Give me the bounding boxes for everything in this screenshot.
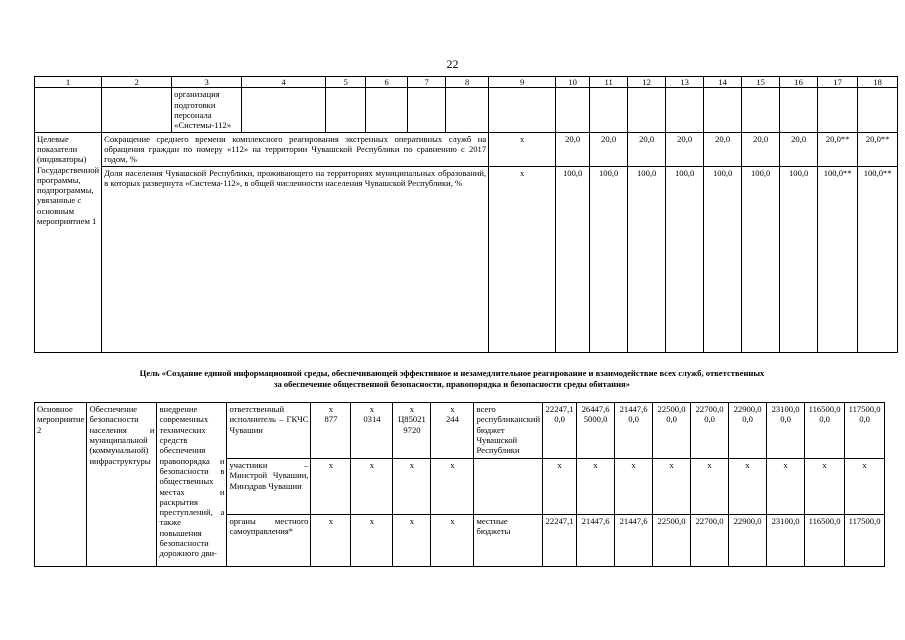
indicator-mark: х	[489, 132, 556, 166]
source-cell	[474, 459, 543, 515]
indicator-value: 100,0	[556, 166, 590, 352]
value-cell: 23100,0	[767, 515, 805, 567]
code-cell: х	[431, 515, 474, 567]
table-row	[35, 88, 898, 132]
table-row	[35, 132, 898, 166]
value-cell: 22247,1	[543, 515, 577, 567]
continuation-text: организация подготовки персонала «Системы-112»	[172, 88, 242, 132]
executor: участники – Минстрой Чувашии, Минздрав Чувашии	[227, 459, 311, 515]
indicator-value: 100,0**	[858, 166, 898, 352]
indicator-value: 20,0	[628, 132, 666, 166]
indicator-value: 20,0**	[818, 132, 858, 166]
indicator-value: 100,0	[590, 166, 628, 352]
column-number: 9	[489, 77, 556, 88]
code-cell: х 877	[311, 403, 351, 459]
value-cell: х	[615, 459, 653, 515]
value-cell: х	[767, 459, 805, 515]
value-cell: 117500,0 0,0	[845, 403, 885, 459]
measure-description: внедрение современных технических средств обеспечения правопорядка и безопасности в общественных местах и раскрытия преступлений, а также повышения безопасности дорожного дви-	[157, 403, 227, 567]
value-cell: х	[543, 459, 577, 515]
code-cell: х Ц85021 9720	[393, 403, 431, 459]
indicators-label: Целевые показатели (индикаторы) Государственной программы, подпрограммы, увязанные с основным мероприятием 1	[35, 132, 102, 352]
value-cell: х	[805, 459, 845, 515]
source-cell: всего республиканский бюджет Чувашской Республики	[474, 403, 543, 459]
indicator-text: Сокращение среднего времени комплексного реагирования экстренных оперативных служб на обращения граждан по номеру «112» на территории Чувашской Республики по сравнению с 2017 годом, %	[102, 132, 489, 166]
column-number: 18	[858, 77, 898, 88]
indicator-value: 20,0**	[858, 132, 898, 166]
value-cell: 22900,0 0,0	[729, 403, 767, 459]
value-cell: х	[653, 459, 691, 515]
indicator-value: 100,0	[704, 166, 742, 352]
indicator-mark: х	[489, 166, 556, 352]
page-number: 22	[446, 57, 459, 71]
value-cell: 23100,0 0,0	[767, 403, 805, 459]
measure-name: Обеспечение безопасности населения и муниципальной (коммунальной) инфраструктуры	[87, 403, 157, 567]
indicators-table	[34, 76, 898, 353]
indicator-value: 100,0	[628, 166, 666, 352]
goal-heading	[34, 368, 870, 389]
column-number: 6	[366, 77, 408, 88]
executor: органы местного самоуправления*	[227, 515, 311, 567]
value-cell: 22700,0 0,0	[691, 403, 729, 459]
value-cell: 26447,6 5000,0	[577, 403, 615, 459]
value-cell: 21447,6	[577, 515, 615, 567]
table-row	[35, 166, 898, 352]
value-cell: 22900,0	[729, 515, 767, 567]
measure-table	[34, 402, 885, 567]
indicator-value: 20,0	[742, 132, 780, 166]
column-number: 14	[704, 77, 742, 88]
code-cell: х	[351, 459, 393, 515]
indicator-value: 100,0**	[818, 166, 858, 352]
indicator-value: 100,0	[666, 166, 704, 352]
goal-line: Цель «Создание единой информационной среды, обеспечивающей эффективное и незамедлительное реагирование и взаимодействие всех служб, ответственных	[139, 368, 765, 378]
column-number: 16	[780, 77, 818, 88]
column-number: 12	[628, 77, 666, 88]
indicator-value: 20,0	[704, 132, 742, 166]
code-cell: х 0314	[351, 403, 393, 459]
column-number: 1	[35, 77, 102, 88]
value-cell: 22247,1 0,0	[543, 403, 577, 459]
column-number: 11	[590, 77, 628, 88]
value-cell: 21447,6 0,0	[615, 403, 653, 459]
code-cell: х	[311, 515, 351, 567]
column-number: 7	[408, 77, 446, 88]
value-cell: 22500,0	[653, 515, 691, 567]
column-number: 13	[666, 77, 704, 88]
column-number: 4	[242, 77, 326, 88]
code-cell: х 244	[431, 403, 474, 459]
value-cell: 116500,0 0,0	[805, 403, 845, 459]
value-cell: х	[577, 459, 615, 515]
value-cell: 21447,6	[615, 515, 653, 567]
indicator-value: 20,0	[590, 132, 628, 166]
goal-line: за обеспечение общественной безопасности, правопорядка и безопасности среды обитания»	[273, 378, 630, 389]
column-number-row	[35, 77, 898, 88]
indicator-value: 20,0	[666, 132, 704, 166]
column-number: 8	[446, 77, 489, 88]
indicator-value: 20,0	[556, 132, 590, 166]
code-cell: х	[431, 459, 474, 515]
column-number: 2	[102, 77, 172, 88]
indicator-value: 100,0	[780, 166, 818, 352]
measure-label: Основное мероприятие 2	[35, 403, 87, 567]
indicator-text: Доля населения Чувашской Республики, проживающего на территориях муниципальных образований, в которых развернута «Система-112», в общей численности населения Чувашской Республики, %	[102, 166, 489, 352]
value-cell: х	[729, 459, 767, 515]
table-row	[35, 403, 885, 459]
value-cell: 116500,0	[805, 515, 845, 567]
value-cell: 22700,0	[691, 515, 729, 567]
value-cell: 22500,0 0,0	[653, 403, 691, 459]
value-cell: х	[845, 459, 885, 515]
column-number: 17	[818, 77, 858, 88]
column-number: 3	[172, 77, 242, 88]
executor: ответственный исполнитель – ГКЧС Чувашии	[227, 403, 311, 459]
code-cell: х	[351, 515, 393, 567]
column-number: 5	[326, 77, 366, 88]
value-cell: х	[691, 459, 729, 515]
code-cell: х	[393, 459, 431, 515]
column-number: 10	[556, 77, 590, 88]
code-cell: х	[393, 515, 431, 567]
value-cell: 117500,0	[845, 515, 885, 567]
column-number: 15	[742, 77, 780, 88]
source-cell: местные бюджеты	[474, 515, 543, 567]
code-cell: х	[311, 459, 351, 515]
indicator-value: 100,0	[742, 166, 780, 352]
indicator-value: 20,0	[780, 132, 818, 166]
